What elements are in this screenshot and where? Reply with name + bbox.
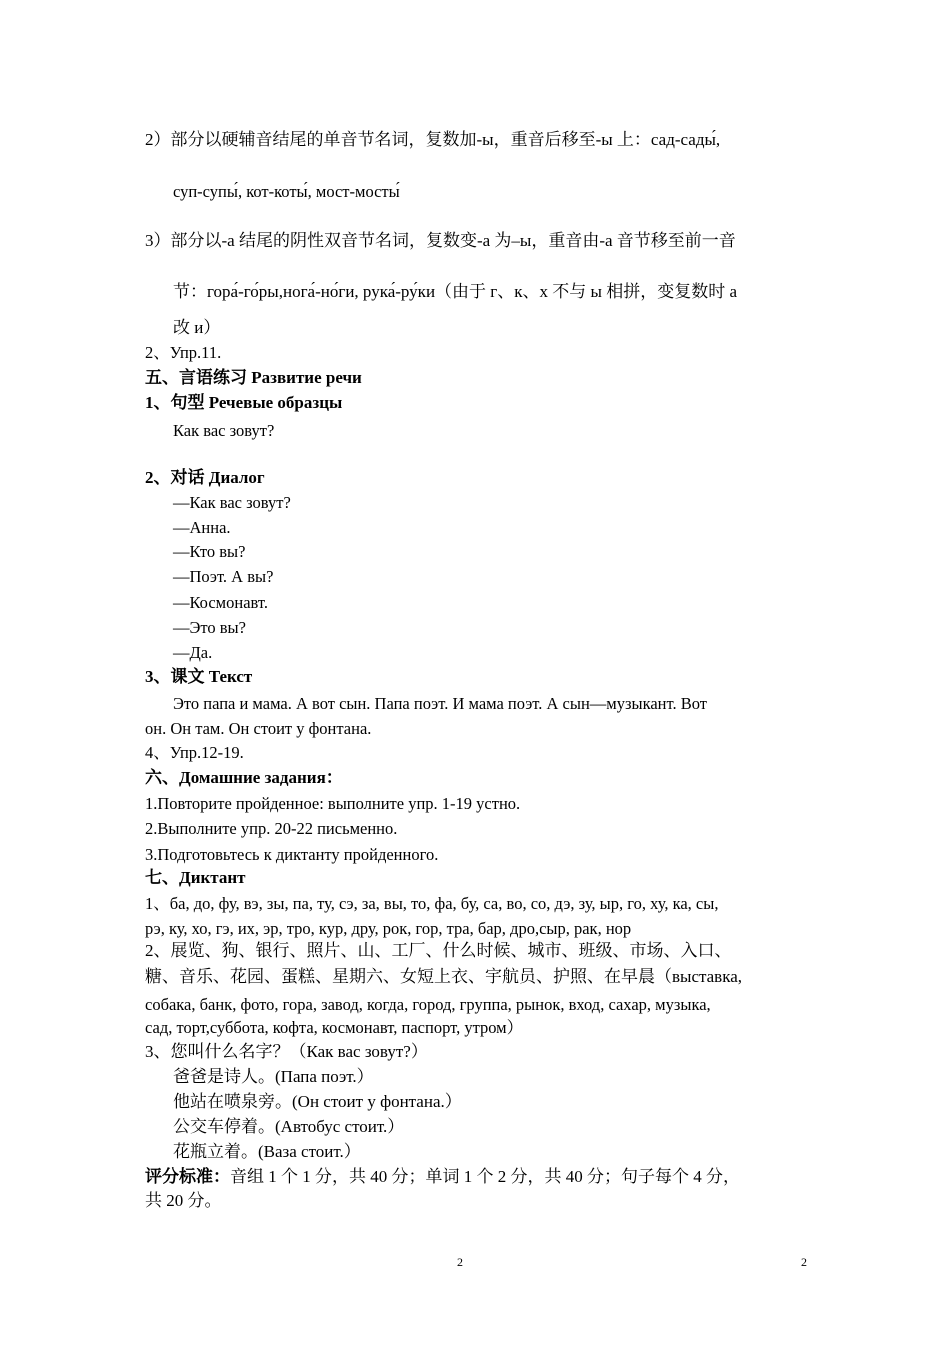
dictation-1-line-1: 1、ба, до, фу, вэ, зы, па, ту, сэ, за, вы, то, фа, бу, са, во, со, дэ, зу, ыр, го, ху, ка, сы,: [145, 894, 719, 913]
pattern-line: Как вас зовут?: [173, 421, 275, 440]
pattern-heading: 1、句型 Речевые образцы: [145, 393, 343, 412]
dictation-3-item: 花瓶立着。(Ваза стоит.）: [173, 1142, 361, 1161]
section-6-title: 六、Домашние задания：: [145, 768, 343, 787]
dictation-3-item: 爸爸是诗人。(Папа поэт.）: [173, 1067, 374, 1086]
dictation-2-line-1: 2、展览、狗、银行、照片、山、工厂、什么时候、城市、班级、市场、入口、: [145, 941, 732, 960]
dictation-3-item: 他站在喷泉旁。(Он стоит у фонтана.）: [173, 1092, 462, 1111]
dictation-2-line-2: 糖、音乐、花园、蛋糕、星期六、女短上衣、宇航员、护照、在早晨（выставка,: [145, 967, 742, 986]
dialog-line: —Анна.: [173, 518, 231, 537]
scoring-line-1: [145, 1167, 740, 1187]
dialog-line: —Это вы?: [173, 618, 246, 637]
page-number-center: 2: [457, 1255, 463, 1269]
rule-2-line-1: 2）部分以硬辅音结尾的单音节名词，复数加-ы，重音后移至-ы 上：сад-сады́,: [145, 130, 721, 149]
homework-item: 2.Выполните упр. 20-22 письменно.: [145, 819, 398, 838]
dictation-3-item: 公交车停着。(Автобус стоит.）: [173, 1117, 405, 1136]
exercise-12-19: 4、Упр.12-19.: [145, 743, 244, 762]
text-heading: 3、课文 Текст: [145, 667, 253, 686]
dictation-2-line-4: сад, торт,суббота, кофта, космонавт, паспорт, утром）: [145, 1018, 524, 1037]
dictation-1-line-2: рэ, ку, хо, гэ, их, эр, тро, кур, дру, рок, гор, тра, бар, дро,сыр, рак, нор: [145, 919, 632, 938]
rule-3-line-2: 节：гора́-го́ры,нога́-но́ги, рука́-ру́ки（由于 г、к、х 不与 ы 相拼，变复数时 а: [173, 282, 737, 301]
homework-item: 1.Повторите пройденное: выполните упр. 1-19 устно.: [145, 794, 521, 813]
homework-item: 3.Подготовьтесь к диктанту пройденного.: [145, 845, 439, 864]
rule-2-line-2: суп-супы́, кот-коты́, мост-мосты́: [173, 182, 400, 201]
section-5-title: 五、言语练习 Развитие речи: [145, 368, 362, 387]
dialog-heading: 2、对话 Диалог: [145, 468, 265, 487]
dialog-line: —Кто вы?: [173, 542, 246, 561]
exercise-11: 2、Упр.11.: [145, 343, 222, 362]
rule-3-line-1: 3）部分以-а 结尾的阴性双音节名词，复数变-а 为–ы，重音由-а 音节移至前一音: [145, 231, 736, 250]
dialog-line: —Космонавт.: [173, 593, 268, 612]
dictation-2-line-3: собака, банк, фото, гора, завод, когда, город, группа, рынок, вход, сахар, музыка,: [145, 995, 711, 1014]
text-line-2: он. Он там. Он стоит у фонтана.: [145, 719, 372, 738]
scoring-text: 音组 1 个 1 分，共 40 分；单词 1 个 2 分，共 40 分；句子每个 4 分，: [230, 1167, 740, 1186]
scoring-label: 评分标准：: [145, 1167, 230, 1186]
text-line-1: Это папа и мама. А вот сын. Папа поэт. И мама поэт. А сын—музыкант. Вот: [173, 694, 707, 713]
scoring-line-2: 共 20 分。: [145, 1191, 222, 1210]
page-number-right: 2: [801, 1255, 807, 1269]
dialog-line: —Поэт. А вы?: [173, 567, 274, 586]
dictation-3-heading: 3、您叫什么名字？（Как вас зовут?）: [145, 1042, 428, 1061]
section-7-title: 七、Диктант: [145, 868, 246, 887]
dialog-line: —Как вас зовут?: [173, 493, 291, 512]
dialog-line: —Да.: [173, 643, 213, 662]
rule-3-line-3: 改 и）: [173, 318, 221, 337]
